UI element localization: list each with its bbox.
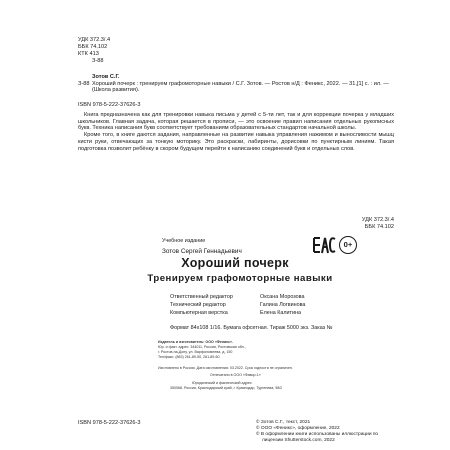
credit-name: Оксана Морозова [260,294,305,300]
bibliographic-record [78,74,390,94]
edition-label: Учебное издание [162,238,206,244]
author-full-name: Зотов Сергей Геннадьевич [162,248,242,255]
bbk-code-right: ББК 74.102 [364,224,394,230]
origin-line: Отпечатано в ООО «Фавор-1» [210,373,261,377]
format-line: Формат 84х108 1/16. Бумага офсетная. Тираж 5000 экз. Заказ № [170,325,333,331]
credit-role: Компьютерная верстка [170,310,228,316]
copyright-line: © В оформлении книги использованы иллюстрации по [256,432,379,437]
annotation [78,112,394,152]
bib-code: З-88 [78,80,90,87]
author-heading: Зотов С.Г. [92,74,120,80]
isbn-top: ISBN 978-5-222-37626-3 [78,102,141,108]
copyright-line: © ООО «Феникс», оформление, 2022 [256,426,340,431]
publisher-line: г. Ростов-на-Дону, ул. Варфоломеева, д. 150 [158,350,233,354]
credit-role: Ответственный редактор [170,294,233,300]
book-title: Хороший почерк [181,256,289,270]
copyright-line: © Зотов С.Г., текст, 2021 [256,420,311,425]
annotation-paragraph: Книга предназначена как для тренировки навыка письма у детей с 5-ти лет, так и для коррекции почерка у младших школьников. Главная задача, которая решается в прописи, — это освоение правил написания отдельных рукописных букв. Техника написания букв соответствует требованиям образовательных стандартов начальной школы. [78,112,394,132]
isbn-bottom: ISBN 978-5-222-37626-3 [78,420,141,426]
udk-code: УДК 372.3/.4 [78,37,111,43]
annotation-paragraph: Кроме того, в книге даются задания, направленные на развитие навыка управления нажимом и выносливости мышц кисти руки, отвечающих за тонкую моторику. Это раскраски, лабиринты, дорисовки по пунктирным линиям. Такая подготовка позволит ребёнку в скором будущем перейти к написанию соединений букв и отдельных слов. [78,132,394,152]
credit-name: Галина Логвинова [260,302,306,308]
book-subtitle: Тренируем графомоторные навыки [147,273,333,284]
bib-text: Хороший почерк : тренируем графомоторные навыки / С.Г. Зотов. — Ростов н/Д : Феникс, 2022. — 31,[1] с. : ил. — (Школа развития). [92,80,389,94]
bibliographic-description [78,81,390,94]
udk-code-right: УДК 372.3/.4 [361,217,394,223]
publisher-line: Тел/факс: (863) 261-89-50, 261-89-60 [158,355,220,359]
publisher-line: Издатель и изготовитель: ООО «Феникс». [158,340,234,344]
credit-name: Елена Калитина [260,310,301,316]
author-mark: З-88 [92,58,104,64]
ktk-code: КТК 413 [78,51,99,57]
origin-line: Изготовлено в России. Дата изготовления: 03.2022. Срок годности не ограничен. [158,366,293,370]
age-rating-badge: 0+ [339,236,357,254]
credit-role: Технический редактор [170,302,226,308]
printer-line: 350068, Россия, Краснодарский край, г. Краснодар, Тургенева, 98/2 [170,386,283,390]
publisher-line: Юр. и факт. адрес: 344011, Россия, Ростовская обл., [158,345,246,349]
eac-mark-icon [313,236,336,254]
copyright-line: лицензии Shutterstock.com, 2022 [262,438,335,443]
bbk-code: ББК 74.102 [78,44,108,50]
printer-line: Юридический и фактический адрес: [192,381,253,385]
